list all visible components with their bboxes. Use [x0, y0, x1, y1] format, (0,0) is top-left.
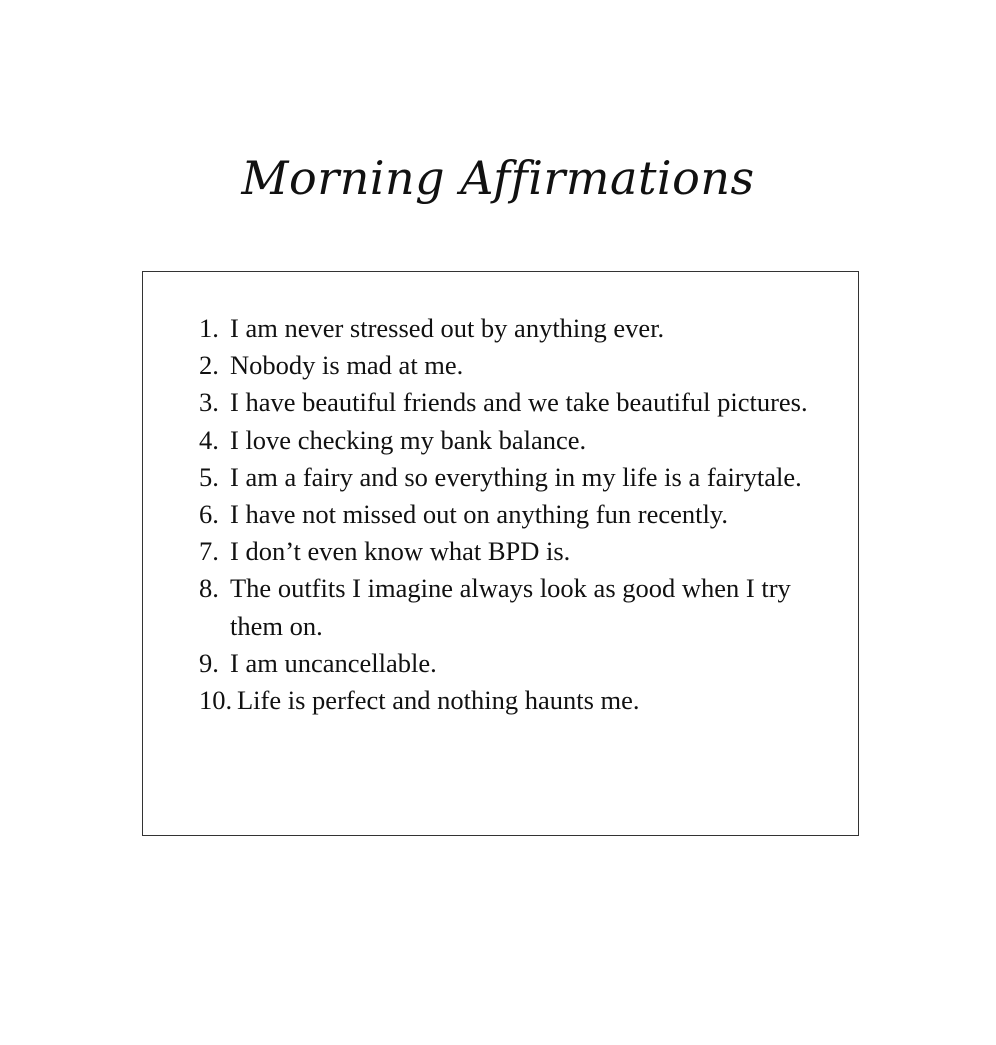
- item-number: 8.: [199, 573, 219, 604]
- list-item: [199, 310, 839, 347]
- list-item: [199, 570, 839, 644]
- item-text: Life is perfect and nothing haunts me.: [237, 685, 640, 716]
- item-number: 1.: [199, 313, 219, 343]
- item-number: 6.: [199, 499, 219, 530]
- item-number: 5.: [199, 461, 219, 492]
- item-number: 4.: [199, 424, 219, 455]
- item-text: I have beautiful friends and we take beautiful pictures.: [230, 387, 808, 418]
- page-title: Morning Affirmations: [241, 151, 755, 205]
- item-text: I love checking my bank balance.: [230, 424, 587, 455]
- list-item: [199, 533, 839, 570]
- list-item: [199, 496, 839, 533]
- item-number: 2.: [199, 350, 219, 381]
- item-number: 7.: [199, 536, 219, 567]
- affirmations-list: [199, 310, 839, 719]
- list-item: [199, 459, 839, 496]
- item-text: Nobody is mad at me.: [230, 350, 464, 381]
- list-item: [199, 347, 839, 384]
- list-item: [199, 682, 839, 719]
- item-text: I am never stressed out by anything ever.: [230, 313, 665, 343]
- list-item: [199, 645, 839, 682]
- item-text: I don’t even know what BPD is.: [230, 536, 571, 567]
- item-number: 9.: [199, 647, 219, 678]
- item-text: The outfits I imagine always look as good when I try them on.: [230, 573, 791, 641]
- list-item: [199, 384, 839, 421]
- item-text: I am a fairy and so everything in my life is a fairytale.: [230, 461, 802, 492]
- item-text: I am uncancellable.: [230, 647, 437, 678]
- item-number: 10.: [199, 685, 233, 716]
- list-item: [199, 422, 839, 459]
- affirmations-box: [142, 271, 859, 836]
- item-number: 3.: [199, 387, 219, 418]
- item-text: I have not missed out on anything fun recently.: [230, 499, 728, 530]
